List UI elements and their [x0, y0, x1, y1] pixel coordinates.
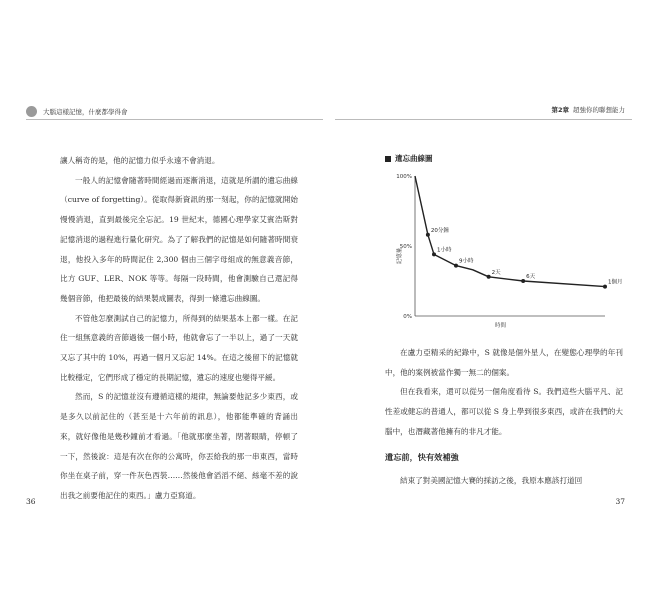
data-point: [487, 275, 491, 279]
chart-heading-text: 遺忘曲線圖: [395, 154, 433, 163]
right-page-number: 37: [615, 497, 625, 506]
x-axis-label: 時間: [494, 323, 507, 329]
paragraph: 讓人稱奇的是，他的記憶力似乎永遠不會消退。: [60, 156, 220, 165]
section-heading: 遺忘前，快有效補強: [385, 451, 459, 462]
left-header-title: 大腦這樣記憶，什麼都學得會: [43, 107, 128, 116]
paragraph: 但在我看來，還可以從另一個角度看待 S。我們這些大腦平凡、記性差或健忘的普通人，都可以從 S 身上學到很多東西，或許在我們的大腦中，也潛藏著他擁有的非凡才能。: [385, 387, 623, 436]
data-point: [454, 264, 458, 268]
chapter-label: 第2章: [551, 106, 569, 114]
data-point: [603, 285, 607, 289]
forgetting-curve-chart: [360, 168, 623, 333]
chart-heading: [385, 153, 433, 164]
paragraph: 在盧力亞精采的紀錄中，S 就像是個外星人，在變態心理學的年刊中，他的案例被當作獨一無二的個案。: [385, 348, 623, 377]
data-label: 1個月: [608, 279, 623, 286]
right-header-title: 超強你的聯想能力: [573, 106, 625, 114]
paragraph: 然而，S 的記憶並沒有遵循這樣的規律，無論要他記多少東西，或是多久以前記住的（甚至是十六年前的訊息），他都能準確的背誦出來，就好像他是幾秒鐘前才看過。「他就那麼坐著，閉著眼睛，停頓了一下，然後說：這是有次在你的公寓時，你丟給我的那一串東西，當時你坐在桌子前，穿一件灰色西裝……然後他會滔滔不絕、絲毫不差的說出我之前要他記住的東西。」盧力亞寫道。: [60, 392, 298, 500]
left-running-header: [26, 104, 128, 118]
paragraph: 一般人的記憶會隨著時間經過而逐漸消退，這就是所謂的遺忘曲線（curve of forgetting）。從取得新資訊的那一刻起，你的記憶就開始慢慢消退，直到最後完全忘記。19 世紀末，德國心理學家艾賓浩斯對記憶消退的過程進行量化研究。為了了解我們的記憶是如何隨著時間衰退，他投入多年的時間記住 2,300 個由三個字母組成的無意義音節，比方 GUF、LER、NOK 等等。每隔一段時間，他會測驗自己還記得幾個音節，他把最後的結果製成圖表，得到一條遺忘曲線圖。: [60, 175, 298, 303]
data-point: [432, 252, 436, 256]
left-page-number: 36: [26, 497, 36, 506]
bullet-dot-icon: [26, 106, 37, 117]
square-bullet-icon: [385, 156, 391, 162]
data-label: 20分鐘: [430, 227, 449, 234]
paragraph: 結束了對美國記憶大賽的採訪之後，我原本應該打道回: [400, 475, 583, 485]
y-tick-label: 100%: [396, 174, 412, 180]
y-axis-label: 記憶量: [397, 247, 403, 265]
data-label: 1小時: [436, 247, 452, 254]
data-label: 6天: [526, 274, 536, 280]
left-page-body: [60, 151, 298, 506]
right-running-header: [551, 105, 625, 114]
paragraph: 不管他怎麼測試自己的記憶力，所得到的結果基本上都一樣。在記住一組無意義的音節過後一個小時，他就會忘了一半以上，過了一天就又忘了其中的 10%，再過一個月又忘記 14%。在這之後留下的記憶就比較穩定，它們形成了穩定的長期記憶，遺忘的速度也變得平緩。: [60, 313, 298, 382]
left-header-rule: [26, 119, 323, 120]
data-label: 9小時: [458, 258, 474, 265]
y-tick-label: 50%: [399, 244, 412, 250]
y-tick-label: 0%: [403, 314, 412, 320]
right-header-rule: [335, 119, 632, 120]
data-point: [426, 233, 430, 237]
right-page-body: [385, 343, 623, 490]
data-label: 2天: [491, 269, 501, 276]
data-point: [521, 279, 525, 283]
